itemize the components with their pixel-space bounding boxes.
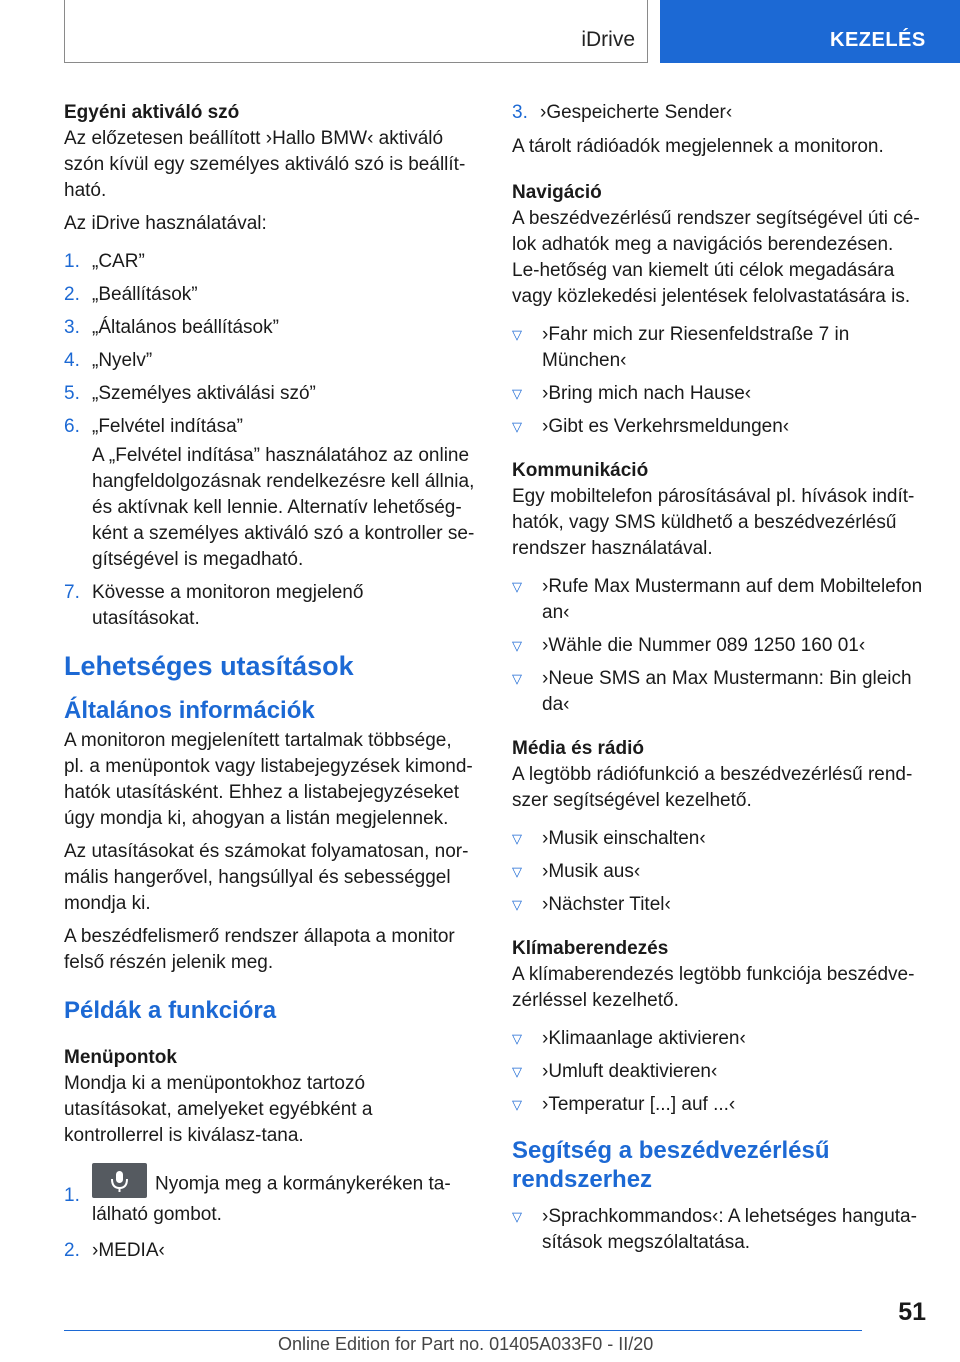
step-number: 5. [64,383,80,404]
step-number: 1. [64,251,80,272]
triangle-down-icon: ▽ [512,897,522,912]
step-text: „Személyes aktiválási szó” [92,383,316,404]
subheading-media-radio: Média és rádió [512,738,644,759]
footer-edition: Online Edition for Part no. 01405A033F0 - II/20 [278,1334,654,1354]
step-number: 1. [64,1185,80,1206]
triangle-down-icon: ▽ [512,671,522,686]
list-item [512,414,924,440]
paragraph: A monitoron megjelenített tartalmak többsége, pl. a menüpontok vagy listabejegyzések kimond-hatók utasításként. Ehhez a listabejegyzéseket úgy mondja ki, ahogyan a listán megjelennek. [64,730,473,829]
triangle-down-icon: ▽ [512,327,522,342]
header-chapter-tab: KEZELÉS [660,0,960,63]
list-item [512,1059,924,1085]
subheading-menu-items: Menüpontok [64,1047,177,1068]
command-text: ›Temperatur [...] auf ...‹ [542,1094,736,1115]
list-item [512,859,924,885]
subheading-climate: Klímaberendezés [512,938,669,959]
step-number: 2. [64,284,80,305]
list-item [64,580,476,632]
step-number: 3. [64,317,80,338]
step-number: 6. [64,416,80,437]
list-item [64,381,476,407]
header-section-title: iDrive [581,28,635,51]
command-text: ›Klimaanlage aktivieren‹ [542,1028,746,1049]
step-text: „CAR” [92,251,145,272]
step-text-wrapper [92,1167,476,1228]
command-text: ›Wähle die Nummer 089 1250 160 01‹ [542,635,866,656]
paragraph: Egy mobiltelefon párosításával pl. hívások indít-hatók, vagy SMS küldhető a beszédvezérlésű rendszer használatával. [512,486,915,559]
command-text: ›Nächster Titel‹ [542,894,671,915]
list-item [64,249,476,275]
heading-examples: Példák a funkcióra [64,997,277,1024]
triangle-down-icon: ▽ [512,386,522,401]
triangle-down-icon: ▽ [512,1064,522,1079]
step-text: Kövesse a monitoron megjelenő utasításokat. [92,582,364,629]
list-item [512,666,924,718]
step-number: 7. [64,582,80,603]
section-title-activation-word: Egyéni aktiváló szó [64,102,240,123]
page-number: 51 [898,1298,926,1326]
command-text: ›Musik einschalten‹ [542,828,706,849]
paragraph: A tárolt rádióadók megjelennek a monitoron. [512,136,884,157]
header-box [64,0,648,63]
triangle-down-icon: ▽ [512,419,522,434]
microphone-button-icon [92,1163,147,1198]
subheading-navigation: Navigáció [512,182,602,203]
heading-voice-help: Segítség a beszédvezérlésű rendszerhez [512,1137,830,1193]
subheading-communication: Kommunikáció [512,460,649,481]
list-item [512,1092,924,1118]
triangle-down-icon: ▽ [512,864,522,879]
triangle-down-icon: ▽ [512,638,522,653]
paragraph: A legtöbb rádiófunkció a beszédvezérlésű rend-szer segítségével kezelhető. [512,764,913,811]
list-item [512,633,924,659]
list-item [512,381,924,407]
list-item [512,826,924,852]
list-item [64,348,476,374]
left-column [64,100,476,1271]
command-text: ›Musik aus‹ [542,861,641,882]
command-text: ›Bring mich nach Hause‹ [542,383,752,404]
heading-general-info: Általános információk [64,697,315,724]
list-item [512,1204,924,1256]
list-item [512,892,924,918]
step-text: Nyomja meg a kormánykeréken ta-lálható gombot. [92,1173,451,1225]
step-text: ›MEDIA‹ [92,1240,165,1261]
triangle-down-icon: ▽ [512,1209,522,1224]
list-item [64,1238,476,1264]
paragraph: A beszédvezérlésű rendszer segítségével úti cé-lok adhatók meg a navigációs berendezésen. Le-hetőség van kiemelt úti célok megadására vagy közlekedési jelentések felolvastatására is. [512,208,920,307]
triangle-down-icon: ▽ [512,1097,522,1112]
step-note: A „Felvétel indítása” használatához az online hangfeldolgozásnak rendelkezésre kell állnia, és aktívnak kell lennie. Alternatív lehetőség-ként a személyes aktiváló szó a kontroller se-gítségével is megadható. [92,445,475,570]
paragraph: Mondja ki a menüpontokhoz tartozó utasításokat, amelyeket egyébként a kontrollerrel is kiválasz-tana. [64,1073,373,1146]
step-text: „Felvétel indítása” [92,416,244,437]
command-text: ›Neue SMS an Max Mustermann: Bin gleich da‹ [542,668,912,715]
paragraph: Az iDrive használatával: [64,213,267,234]
step-text: „Nyelv” [92,350,153,371]
paragraph: A beszédfelismerő rendszer állapota a monitor felső részén jelenik meg. [64,926,455,973]
command-text: ›Sprachkommandos‹: A lehetséges hanguta-sítások megszólaltatása. [542,1206,917,1253]
command-text: ›Rufe Max Mustermann auf dem Mobiltelefon an‹ [542,576,923,623]
step-number: 4. [64,350,80,371]
paragraph: Az utasításokat és számokat folyamatosan, nor-mális hangerővel, hangsúllyal és sebességgel mondja ki. [64,841,469,914]
step-number: 2. [64,1240,80,1261]
command-text: ›Umluft deaktivieren‹ [542,1061,718,1082]
microphone-icon [92,1163,147,1198]
step-text: „Általános beállítások” [92,317,279,338]
list-item [64,315,476,341]
step-text: „Beállítások” [92,284,198,305]
list-item [64,1167,476,1228]
paragraph: Az előzetesen beállított ›Hallo BMW‹ aktiváló szón kívül egy személyes aktiváló szó is beállít-ható. [64,128,466,201]
triangle-down-icon: ▽ [512,1031,522,1046]
step-text: ›Gespeicherte Sender‹ [540,102,733,123]
list-item [64,282,476,308]
step-number: 3. [512,102,528,123]
right-column [512,100,924,1263]
list-item [512,322,924,374]
list-item [512,100,924,126]
list-item [512,574,924,626]
footer-divider [64,1330,862,1331]
triangle-down-icon: ▽ [512,579,522,594]
paragraph: A klímaberendezés legtöbb funkciója beszédve-zérléssel kezelhető. [512,964,915,1011]
list-item [512,1026,924,1052]
triangle-down-icon: ▽ [512,831,522,846]
command-text: ›Gibt es Verkehrsmeldungen‹ [542,416,790,437]
command-text: ›Fahr mich zur Riesenfeldstraße 7 in München‹ [542,324,850,371]
heading-possible-commands: Lehetséges utasítások [64,651,354,681]
list-item [64,414,476,440]
